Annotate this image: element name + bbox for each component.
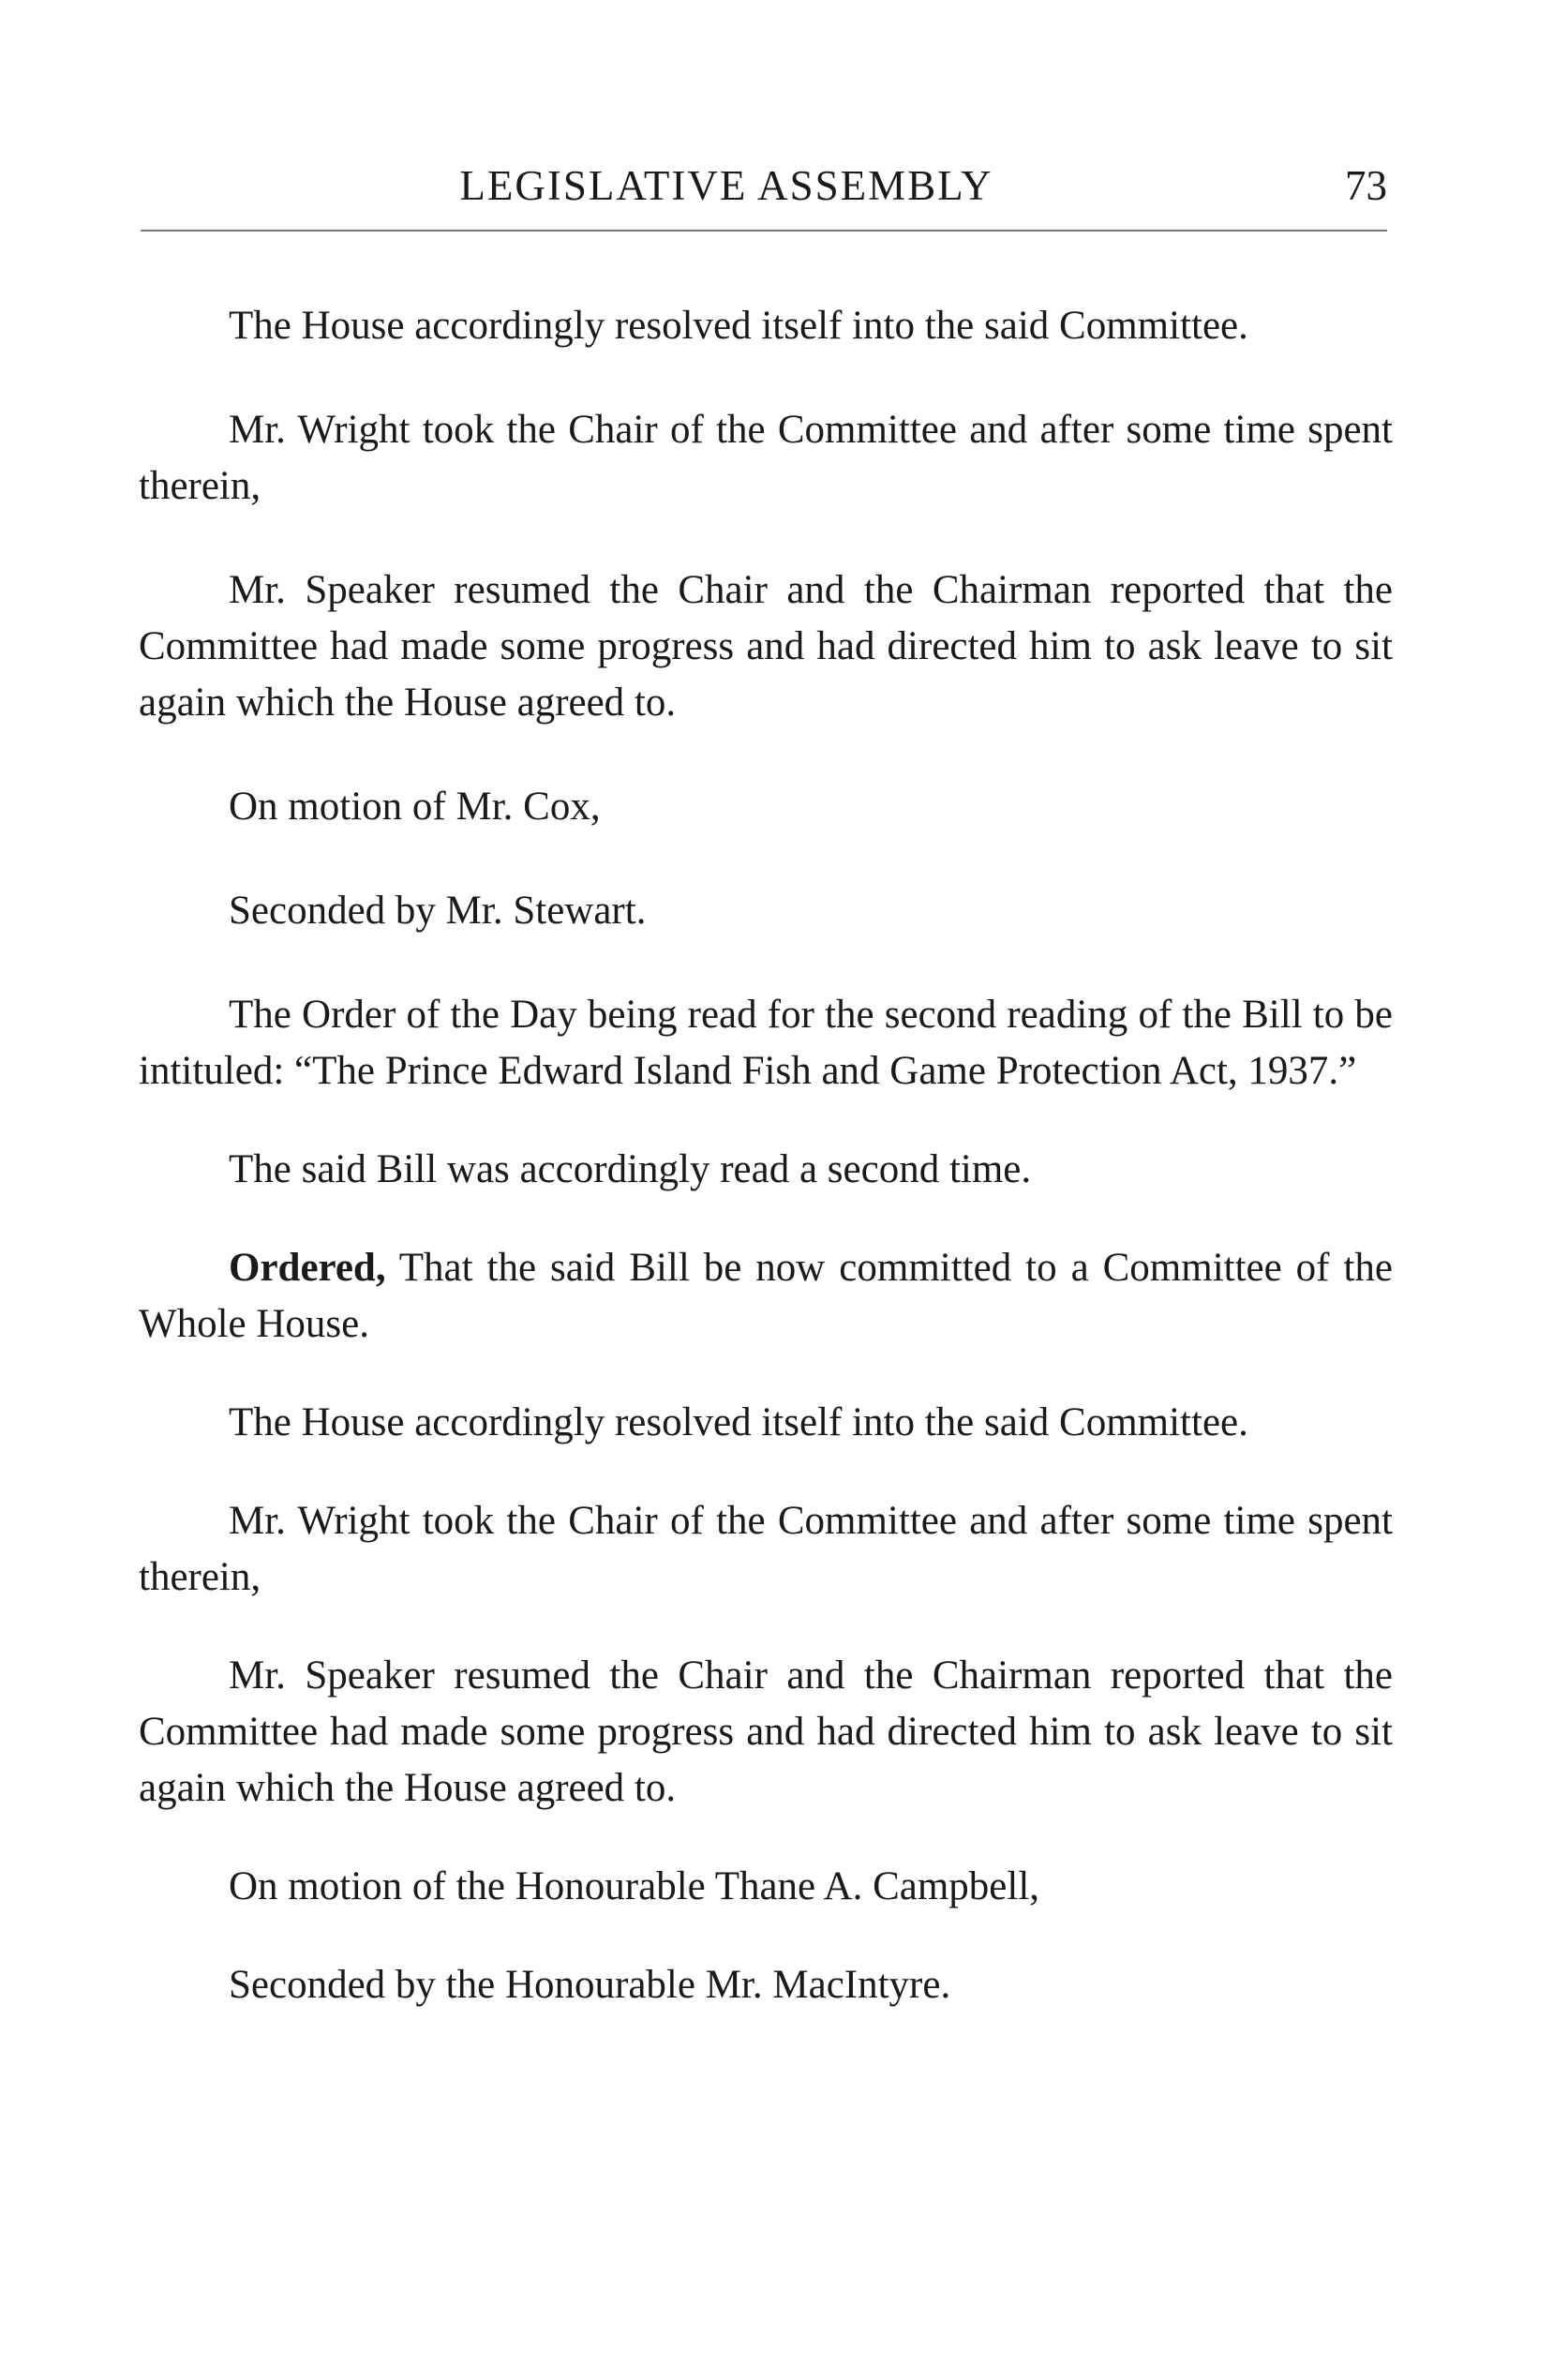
ordered-label: Ordered, (229, 1246, 386, 1290)
running-header (141, 157, 1387, 214)
running-title: LEGISLATIVE ASSEMBLY (459, 162, 993, 209)
paragraph: Mr. Speaker resumed the Chair and the Chairman reported that the Committee had made some progress and had directed him to ask leave to sit again which the House agreed to. (139, 1653, 1393, 1810)
paragraph: Mr. Wright took the Chair of the Committee and after some time spent therein, (139, 408, 1393, 508)
paragraph: The House accordingly resolved itself into the said Committee. (229, 304, 1248, 348)
ordered-text: That the said Bill be now committed to a Committee of the Whole House. (139, 1246, 1393, 1346)
ordered-paragraph (139, 1240, 1393, 1353)
paragraph: The Order of the Day being read for the second reading of the Bill to be intituled: “The Prince Edward Island Fish and Game Protection Act, 1937.” (139, 993, 1393, 1093)
paragraph: Mr. Speaker resumed the Chair and the Chairman reported that the Committee had made some progress and had directed him to ask leave to sit again which the House agreed to. (139, 568, 1393, 725)
body-text (139, 298, 1393, 2013)
page-number: 73 (1345, 162, 1387, 209)
paragraph: Seconded by Mr. Stewart. (229, 889, 647, 933)
paragraph: The said Bill was accordingly read a second time. (229, 1147, 1032, 1191)
header-rule (141, 230, 1387, 232)
paragraph: On motion of the Honourable Thane A. Campbell, (229, 1864, 1040, 1908)
paragraph: On motion of Mr. Cox, (229, 785, 601, 829)
paragraph: Mr. Wright took the Chair of the Committee and after some time spent therein, (139, 1499, 1393, 1599)
paragraph: The House accordingly resolved itself into the said Committee. (229, 1400, 1248, 1444)
paragraph: Seconded by the Honourable Mr. MacIntyre. (229, 1963, 951, 2007)
